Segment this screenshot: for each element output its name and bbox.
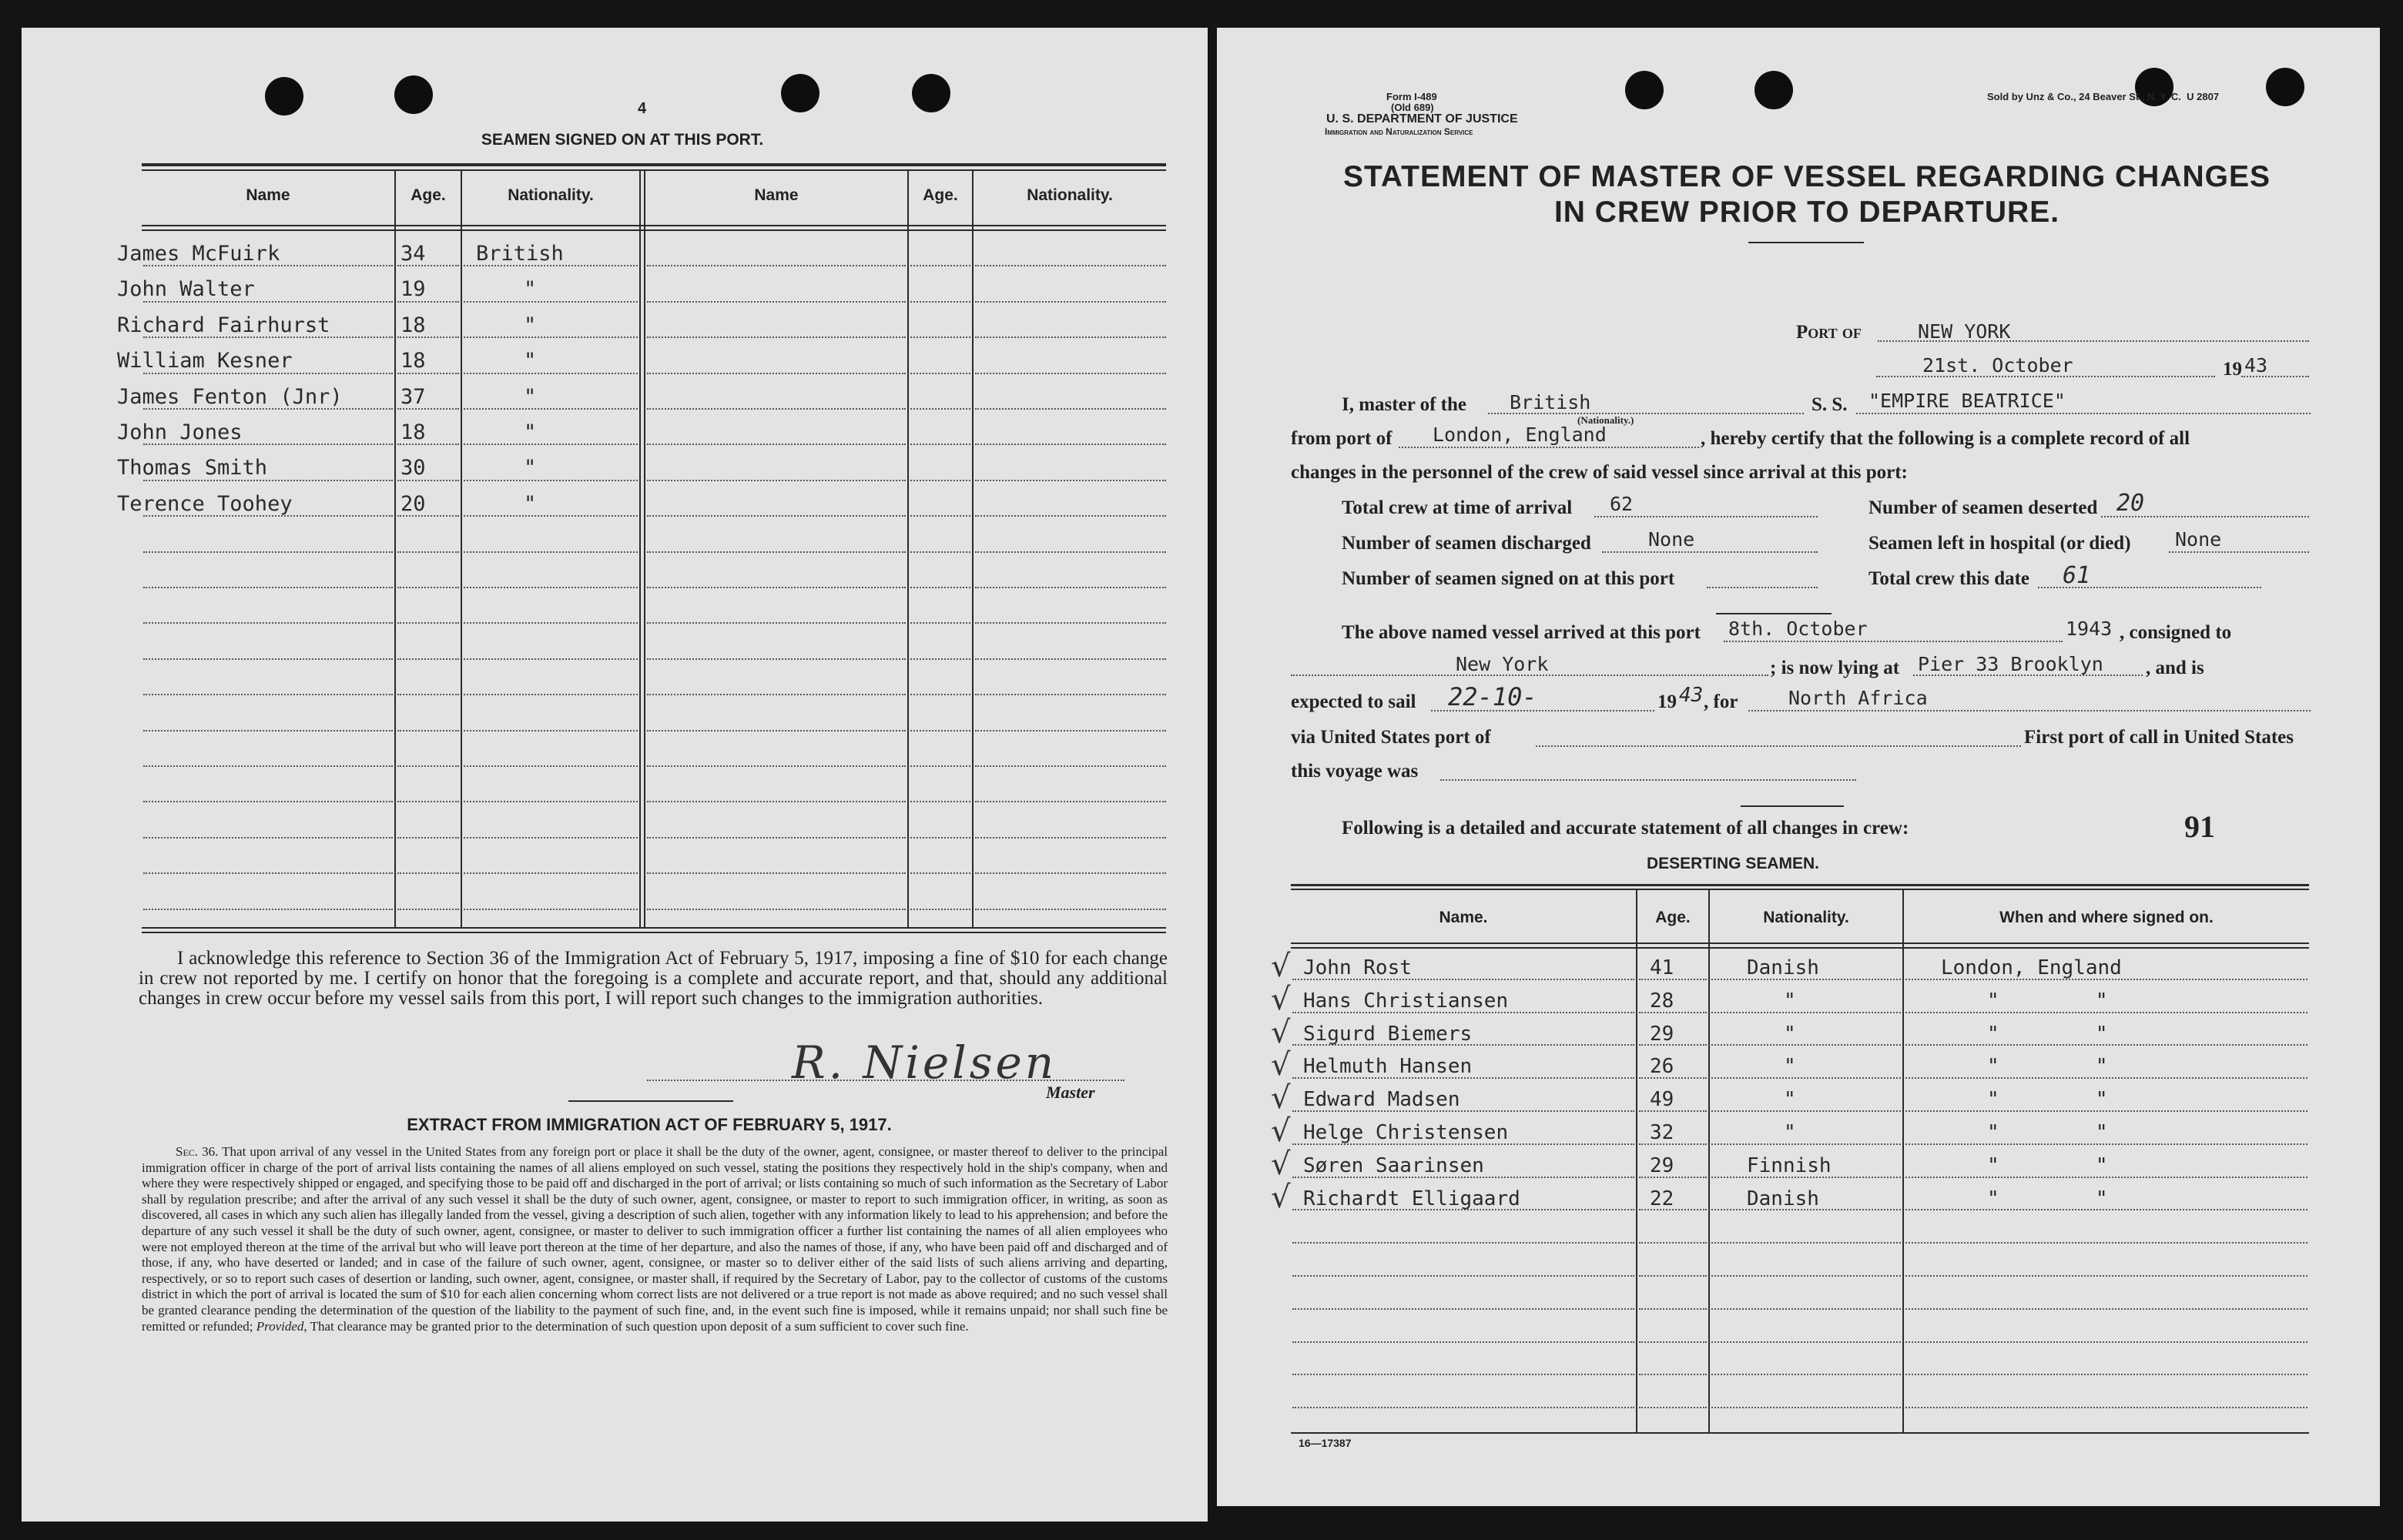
header-name-2: Name [754,186,799,204]
ss-label: S. S. [1811,394,1848,415]
deserter-nationality: Finnish [1747,1153,1832,1177]
deserting-title: DESERTING SEAMEN. [1646,855,1820,872]
seaman-name: Thomas Smith [117,456,268,480]
for-label: , for [1704,691,1738,712]
deserted-value: 20 [2116,490,2145,517]
seaman-name: John Jones [117,420,243,444]
total-arrival-value: 62 [1610,493,1634,515]
seaman-name: James Fenton (Jnr) [117,384,343,409]
for-value: North Africa [1788,687,1928,709]
expected-label: expected to sail [1291,691,1416,712]
arrived-year: 1943 [2066,618,2113,640]
seaman-age: 18 [400,420,426,444]
year-prefix: 19 [2223,359,2242,380]
seaman-nationality: " [524,420,537,444]
seaman-name: Richard Fairhurst [117,313,330,337]
deserter-name: Richardt Elligaard [1303,1187,1520,1210]
master-signature: R. Nielsen [792,1036,1057,1089]
seaman-nationality: " [524,349,537,373]
right-page [1217,28,2380,1506]
total-arrival-label: Total crew at time of arrival [1342,497,1573,518]
seaman-nationality: " [524,277,537,302]
seaman-age: 20 [400,491,426,516]
deserter-when-where: London, England [1941,956,2122,979]
seaman-age: 37 [400,384,426,409]
deserter-age: 32 [1650,1121,1674,1144]
left-page [22,28,1208,1522]
first-call-label: First port of call in United States [2024,727,2294,748]
deserter-age: 49 [1650,1088,1674,1112]
header-age: Age. [411,186,446,204]
section-title: SEAMEN SIGNED ON AT THIS PORT. [481,131,764,149]
consignee-value: New York [1456,653,1549,675]
service: Immigration and Naturalization Service [1325,126,1473,137]
punch-hole [2266,68,2304,106]
deserter-nationality: " [1784,1121,1796,1144]
deserter-age: 41 [1650,956,1674,979]
checkmark-icon: √ [1271,1014,1291,1050]
deserter-nationality: " [1784,989,1796,1013]
deserter-name: Helge Christensen [1303,1121,1509,1144]
master-label: Master [1046,1083,1095,1102]
seaman-nationality: British [476,242,564,266]
total-date-value: 61 [2063,562,2091,589]
discharged-value: None [1648,528,1695,551]
deserter-nationality: " [1784,1022,1796,1046]
seaman-age: 19 [400,277,426,302]
deserter-nationality: Danish [1747,956,1819,979]
header-nationality: Nationality. [508,186,594,204]
deserter-when-where: " " [1987,1153,2108,1177]
deserter-name: Edward Madsen [1303,1088,1460,1112]
nationality-value: British [1510,391,1591,413]
deserter-age: 29 [1650,1153,1674,1177]
header-age-2: Age. [923,186,958,204]
seaman-age: 34 [400,242,426,266]
header-nationality: Nationality. [1763,909,1849,926]
checkmark-icon: √ [1271,1047,1291,1083]
port-value: NEW YORK [1918,320,2011,343]
checkmark-icon: √ [1271,1113,1291,1149]
deserted-label: Number of seamen deserted [1868,497,2098,518]
acknowledgment-text: I acknowledge this reference to Section 36 of the Immigration Act of February 5, 1917, imposing a fine of $10 for each change in crew not reported by me. I certify on honor that the foregoing is a complete and accurate report, and that, should any additional changes in crew occur before my vessel sails from this port, I will report such changes to the immigration authorities. [139,948,1168,1009]
header-name: Name [246,186,290,204]
seaman-age: 18 [400,349,426,373]
checkmark-icon: √ [1271,1080,1291,1116]
deserter-name: Søren Saarinsen [1303,1153,1484,1177]
nationality-caption: (Nationality.) [1577,414,1634,426]
deserter-nationality: " [1784,1088,1796,1112]
ship-value: "EMPIRE BEATRICE" [1868,390,2066,412]
deserter-nationality: Danish [1747,1187,1819,1210]
header-age: Age. [1655,909,1691,926]
header-nationality-2: Nationality. [1027,186,1113,204]
consigned-label: , consigned to [2120,622,2232,643]
hospital-label: Seamen left in hospital (or died) [1868,533,2131,554]
form-old-number: (Old 689) [1391,102,1434,113]
deserter-when-where: " " [1987,989,2108,1013]
arrived-label: The above named vessel arrived at this port [1342,622,1701,643]
deserter-age: 22 [1650,1187,1674,1210]
deserter-age: 28 [1650,989,1674,1013]
punch-hole [394,75,433,114]
seaman-nationality: " [524,384,537,409]
department: U. S. DEPARTMENT OF JUSTICE [1326,112,1518,126]
punch-hole [265,77,303,116]
seaman-age: 30 [400,456,426,480]
seaman-age: 18 [400,313,426,337]
checkmark-icon: √ [1271,1146,1291,1182]
deserter-name: Sigurd Biemers [1303,1022,1473,1046]
seaman-name: James McFuirk [117,242,280,266]
date-value: 21st. October [1922,354,2073,377]
from-port-label: from port of [1291,428,1393,449]
deserter-nationality: " [1784,1055,1796,1079]
deserter-age: 29 [1650,1022,1674,1046]
checkmark-icon: √ [1271,1179,1291,1215]
sail-year-prefix: 19 [1657,691,1677,712]
deserter-when-where: " " [1987,1022,2108,1046]
deserter-when-where: " " [1987,1187,2108,1210]
form-title-line1: STATEMENT OF MASTER OF VESSEL REGARDING CHANGES [1342,160,2271,193]
seaman-nationality: " [524,456,537,480]
year-value: 43 [2244,354,2268,377]
punch-hole [1754,71,1793,109]
punch-hole [912,74,950,112]
port-label: Port of [1796,322,1862,343]
sail-year-value: 43 [1679,684,1704,707]
voyage-label: this voyage was [1291,761,1419,782]
certify-text: , hereby certify that the following is a complete record of all [1701,428,2190,449]
via-label: via United States port of [1291,727,1491,748]
signed-on-label: Number of seamen signed on at this port [1342,568,1675,589]
page-number: 4 [638,100,647,117]
seaman-name: William Kesner [117,349,293,373]
seaman-name: Terence Toohey [117,491,293,516]
total-date-label: Total crew this date [1868,568,2030,589]
arrived-value: 8th. October [1728,618,1868,640]
lying-label: ; is now lying at [1770,658,1900,678]
deserter-name: Hans Christiansen [1303,989,1509,1013]
lying-value: Pier 33 Brooklyn [1918,653,2103,675]
discharged-label: Number of seamen discharged [1342,533,1591,554]
form-number: Form I-489 [1386,91,1437,102]
and-is-label: , and is [2146,658,2204,678]
punch-hole [781,74,819,112]
form-title-line2: IN CREW PRIOR TO DEPARTURE. [1553,196,2060,229]
section-36-text: Sec. 36. That upon arrival of any vessel in the United States from any foreign port or place it shall be the duty of the owner, agent, consignee, or master thereof to deliver to the principal immigration officer in charge of the port of arrival lists containing the names of all aliens employed on such vessel, stating the positions they respectively hold in the ship's company, when and where they were respectively shipped or engaged, and specifying those to be paid off and discharged in the port of arrival; or lists containing so much of such information as the Secretary of Labor shall by regulation prescribe; and after the arrival of any such vessel it shall be the duty of such owner, agent, consignee, or master to report to such immigration officer, in writing, as soon as discovered, all cases in which any such alien has illegally landed from the vessel, giving a description of such alien, together with any information likely to lead to his apprehension; and before the departure of any such vessel it shall be the duty of such owner, agent, consignee, or master to deliver to such immigration officer a further list containing the names of all alien employees who were not employed thereon at the time of the arrival but who will leave port thereon at the time of her departure, and also the names of those, if any, who have been paid off and discharged and of those, if any, who have deserted or landed; and in case of the failure of such owner, agent, consignee, or master so to deliver either of the said lists of such aliens arriving and departing, respectively, or so to report such cases of desertion or landing, such owner, agent, consignee, or master shall, if required by the Secretary of Labor, pay to the collector of customs of the customs district in which the port of arrival is located the sum of $10 for each alien concerning whom correct lists are not delivered or a true report is not made as above required; and no such vessel shall be granted clearance pending the determination of the question of the liability to the payment of such fine, and, in the event such fine is imposed, while it remains unpaid; nor shall such fine be remitted or refunded; Provided, That clearance may be granted prior to the determination of such question upon deposit of a sum sufficient to cover such fine. [142,1144,1168,1334]
checkmark-icon: √ [1271,981,1291,1017]
deserter-when-where: " " [1987,1055,2108,1079]
expected-value: 22-10- [1448,682,1537,711]
changes-text: changes in the personnel of the crew of said vessel since arrival at this port: [1291,462,1908,483]
seller-info: Sold by Unz & Co., 24 Beaver St., N. Y. C. U 2807 [1987,91,2220,102]
checkmark-icon: √ [1271,949,1291,984]
header-when-where: When and where signed on. [1999,909,2214,926]
deserter-age: 26 [1650,1055,1674,1079]
hospital-value: None [2175,528,2222,551]
deserter-name: John Rost [1303,956,1412,979]
deserter-when-where: " " [1987,1121,2108,1144]
page-count: 91 [2184,809,2215,844]
seaman-name: John Walter [117,277,255,302]
header-name: Name. [1439,909,1488,926]
deserter-when-where: " " [1987,1088,2108,1112]
seaman-nationality: " [524,491,537,516]
footer-code: 16—17387 [1299,1437,1352,1449]
master-of-label: I, master of the [1342,394,1466,415]
from-port-value: London, England [1433,424,1607,446]
extract-title: EXTRACT FROM IMMIGRATION ACT OF FEBRUARY 5, 1917. [407,1115,892,1134]
deserter-name: Helmuth Hansen [1303,1055,1473,1079]
seaman-nationality: " [524,313,537,337]
punch-hole [1625,71,1664,109]
following-label: Following is a detailed and accurate statement of all changes in crew: [1342,818,1909,839]
